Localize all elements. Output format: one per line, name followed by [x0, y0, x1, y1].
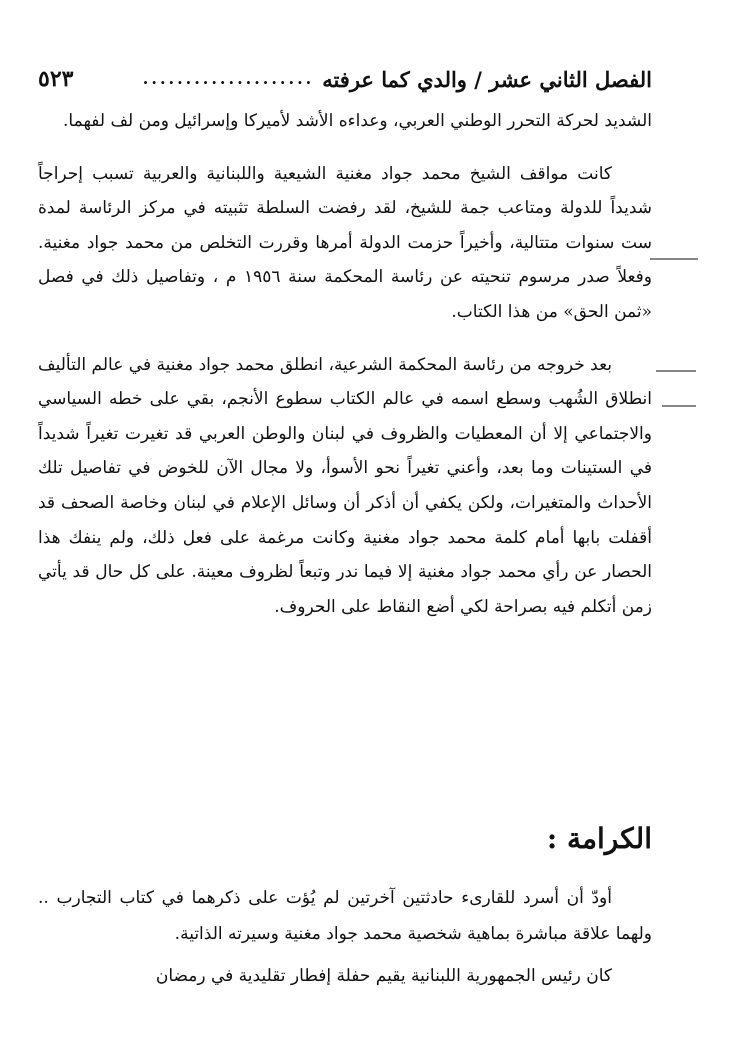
section-paragraph-1: أودّ أن أسرد للقارىء حادثتين آخرتين لم يُؤت على ذكرهما في كتاب التجارب .. ولهما علاقة مباشرة بماهية شخصية محمد جواد مغنية وسيرته الذاتية. — [38, 888, 652, 944]
scan-artifact — [662, 405, 696, 407]
scan-artifact — [656, 370, 696, 372]
section-text — [38, 880, 652, 1000]
paragraph-3: بعد خروجه من رئاسة المحكمة الشرعية، انطلق محمد جواد مغنية في عالم التأليف انطلاق الشُهب وسطع اسمه في عالم الكتاب سطوع الأنجم، بقي على خطه السياسي والاجتماعي إلا أن المعطيات والظروف في لبنان والوطن العربي قد تغيرت تغيراً شديداً في الستينات وما بعد، وأعني تغيراً نحو الأسوأ، ولا مجال الآن للخوض في تفاصيل تلك الأحداث والمتغيرات، ولكن يكفي أن أذكر أن وسائل الإعلام في لبنان وخاصة الصحف قد أقفلت بابها أمام كلمة محمد جواد مغنية وكانت مرغمة على فعل ذلك، ولم ينفك هذا الحصار عن رأي محمد جواد مغنية إلا فيما ندر وتبعاً لظروف معينة. على كل حال قد يأتي زمن أتكلم فيه بصراحة لكي أضع النقاط على الحروف. — [38, 354, 652, 617]
main-text — [38, 104, 652, 642]
leader-dots: .................... — [142, 69, 315, 88]
paragraph-2: كانت مواقف الشيخ محمد جواد مغنية الشيعية واللبنانية والعربية تسبب إحراجاً شديداً للدولة ومتاعب جمة للشيخ، لقد رفضت السلطة تثبيته في مركز الرئاسة لمدة ست سنوات متتالية، وأخيراً حزمت الدولة أمرها وقررت التخلص من محمد جواد مغنية. وفعلاً صدر مرسوم تنحيته عن رئاسة المحكمة سنة ١٩٥٦ م ، وتفاصيل ذلك في فصل «ثمن الحق» من هذا الكتاب. — [38, 163, 653, 322]
running-header — [38, 52, 652, 92]
section-paragraph-2: كان رئيس الجمهورية اللبنانية يقيم حفلة إفطار تقليدية في رمضان — [155, 966, 612, 986]
page-number: ٥٢٣ — [38, 66, 74, 92]
chapter-title: الفصل الثاني عشر / والدي كما عرفته — [322, 67, 652, 92]
scan-artifact — [650, 258, 698, 260]
section-heading: الكرامة : — [546, 822, 652, 855]
paragraph-1: الشديد لحركة التحرر الوطني العربي، وعداءه الأشد لأميركا وإسرائيل ومن لف لفهما. — [63, 111, 652, 131]
